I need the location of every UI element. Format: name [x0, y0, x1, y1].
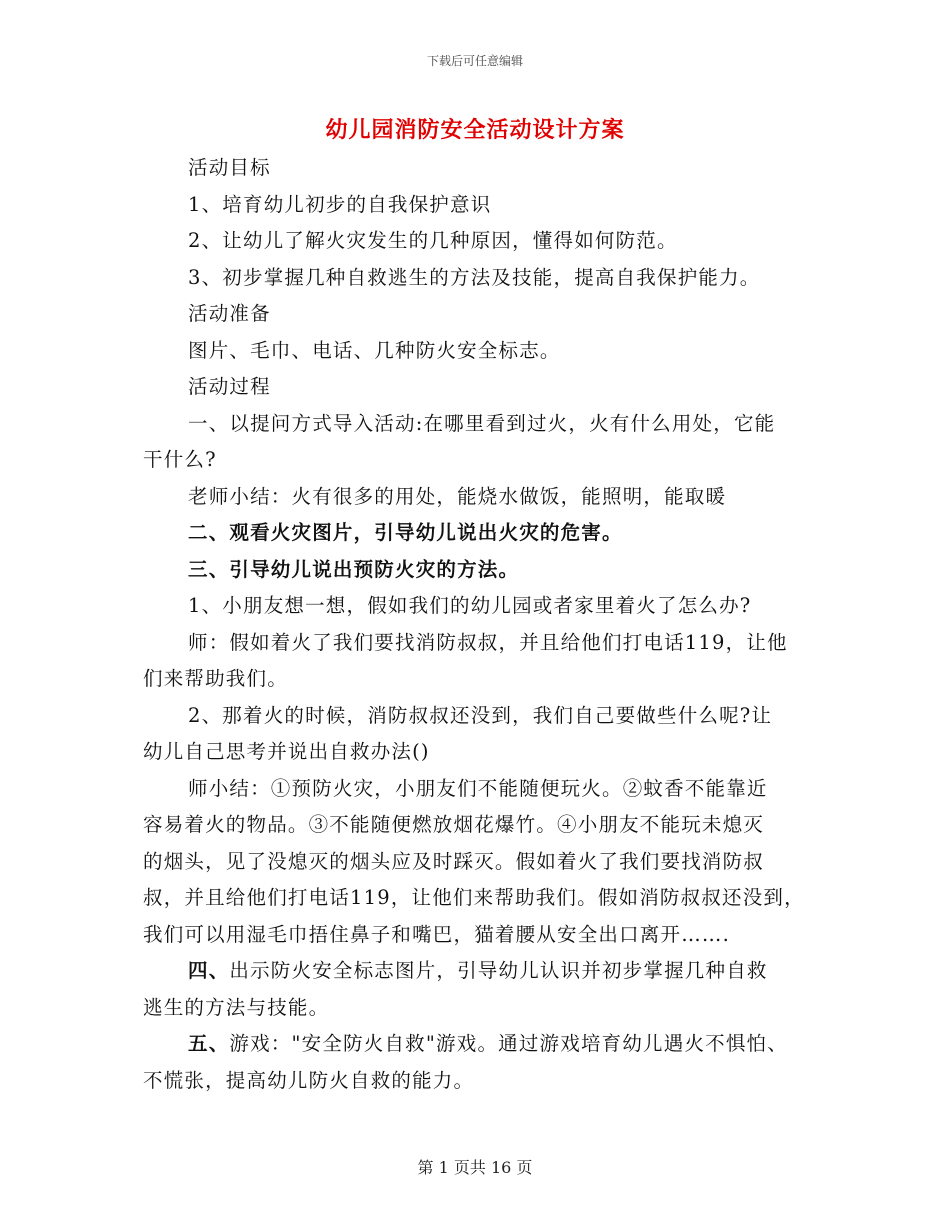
teacher-summary-2-line-4: 叔，并且给他们打电话119，让他们来帮助我们。假如消防叔叔还没到， — [143, 886, 805, 909]
question-2-line-2: 幼儿自己思考并说出自救办法() — [143, 740, 430, 763]
teacher-answer-1-line-1: 师：假如着火了我们要找消防叔叔，并且给他们打电话119，让他 — [188, 630, 788, 654]
question-1: 1、小朋友想一想，假如我们的幼儿园或者家里着火了怎么办? — [188, 594, 752, 617]
step-4-text: 出示防火安全标志图片，引导幼儿认识并初步掌握几种自救 — [229, 959, 768, 982]
prep-items: 图片、毛巾、电话、几种防火安全标志。 — [188, 338, 561, 362]
page-header: 下载后可任意编辑 — [426, 54, 523, 68]
step-4 — [143, 953, 823, 1026]
step-1-line-2: 干什么? — [143, 448, 217, 471]
teacher-summary-2-line-2: 容易着火的物品。③不能随便燃放烟花爆竹。④小朋友不能玩未熄灭 — [143, 813, 765, 836]
teacher-summary-1: 老师小结：火有很多的用处，能烧水做饭，能照明，能取暖 — [188, 484, 727, 508]
prep-heading: 活动准备 — [188, 302, 271, 325]
question-2-line-1: 2、那着火的时候，消防叔叔还没到，我们自己要做些什么呢?让 — [188, 703, 773, 727]
goal-item-2: 2、让幼儿了解火灾发生的几种原因，懂得如何防范。 — [188, 229, 678, 252]
goal-item-3: 3、初步掌握几种自救逃生的方法及技能，提高自我保护能力。 — [188, 265, 761, 289]
goal-heading: 活动目标 — [188, 156, 271, 179]
document-title: 幼儿园消防安全活动设计方案 — [325, 117, 625, 143]
step-4-line-2: 逃生的方法与技能。 — [143, 995, 330, 1019]
teacher-summary-2-line-5: 我们可以用湿毛巾捂住鼻子和嘴巴，猫着腰从安全出口离开……. — [143, 922, 730, 946]
step-5-text: 游戏："安全防火自救"游戏。通过游戏培育幼儿遇火不惧怕、 — [229, 1032, 788, 1055]
teacher-summary-2 — [143, 771, 823, 954]
step-4-lead: 四、 — [188, 959, 230, 982]
step-5-lead: 五、 — [188, 1032, 230, 1055]
process-heading: 活动过程 — [188, 375, 271, 398]
question-2 — [143, 698, 823, 771]
teacher-summary-2-line-3: 的烟头，见了没熄灭的烟头应及时踩灭。假如着火了我们要找消防叔 — [143, 849, 765, 873]
step-3: 三、引导幼儿说出预防火灾的方法。 — [188, 557, 520, 581]
goal-item-1: 1、培育幼儿初步的自我保护意识 — [188, 192, 492, 216]
teacher-summary-2-line-1: 师小结：①预防火灾，小朋友们不能随便玩火。②蚊香不能靠近 — [188, 776, 768, 800]
teacher-answer-1-line-2: 们来帮助我们。 — [143, 667, 288, 690]
teacher-answer-1 — [143, 625, 823, 698]
step-2: 二、观看火灾图片，引导幼儿说出火灾的危害。 — [188, 521, 623, 544]
step-5-line-1 — [143, 1026, 823, 1063]
step-1-line-1: 一、以提问方式导入活动:在哪里看到过火，火有什么用处，它能 — [188, 411, 776, 435]
step-5-line-2: 不慌张，提高幼儿防火自救的能力。 — [143, 1068, 475, 1092]
step-5 — [143, 1026, 823, 1099]
page-footer: 第 1 页共 16 页 — [417, 1158, 533, 1177]
step-4-line-1 — [143, 953, 823, 990]
step-1 — [143, 406, 823, 479]
document-body — [143, 150, 823, 1099]
